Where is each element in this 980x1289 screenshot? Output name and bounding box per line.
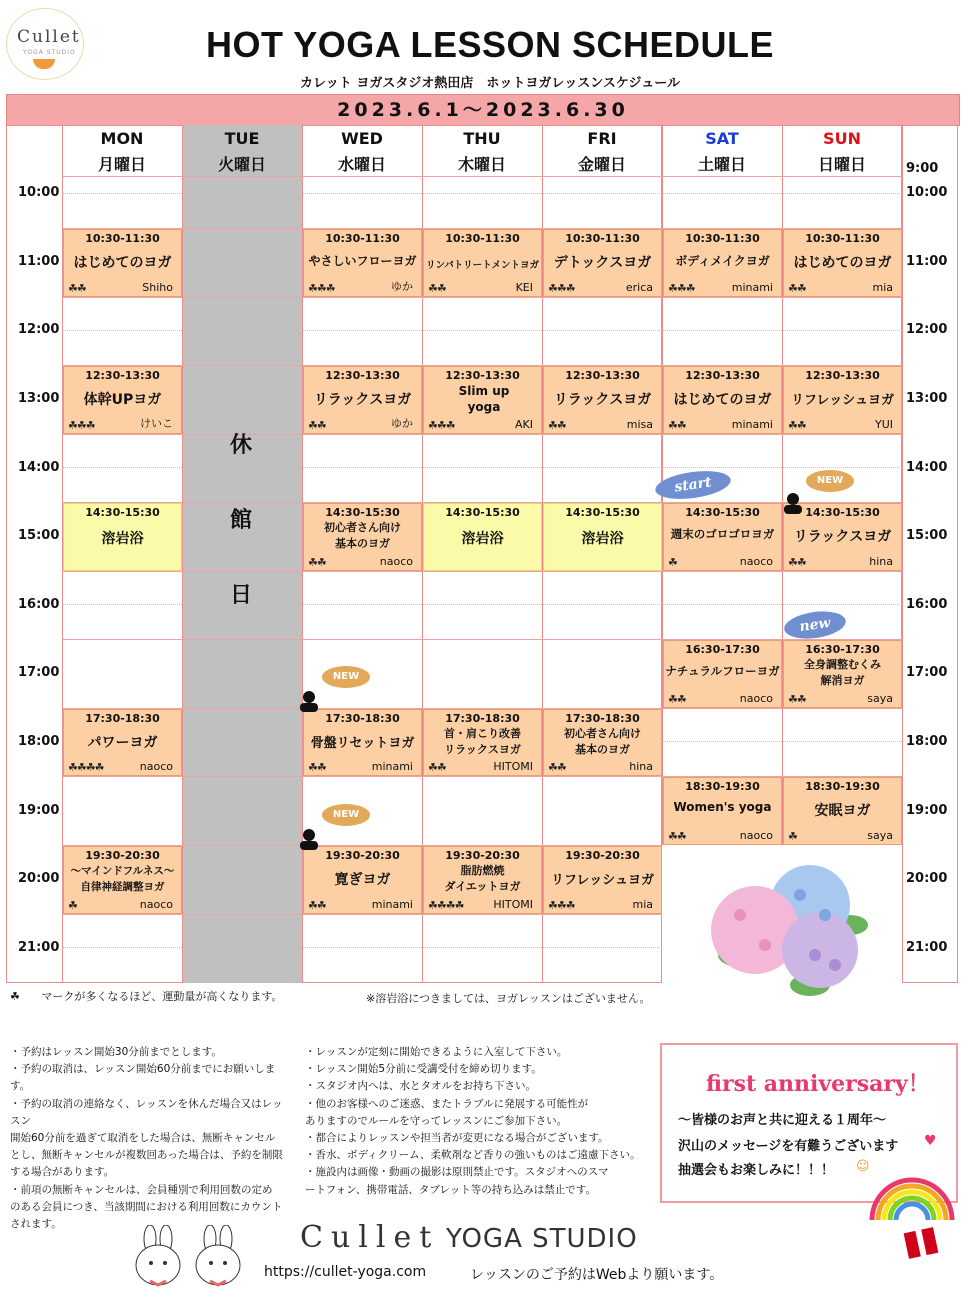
rainbow-gift-icon: [866, 1160, 962, 1264]
note-line: する場合があります。: [10, 1166, 115, 1179]
time-label: 18:00: [906, 734, 948, 749]
lesson-name-line: 全身調整むくみ: [804, 658, 881, 671]
lesson-name: 骨盤リセットヨガ: [310, 736, 415, 751]
lotus-icon: ☘☘: [428, 282, 446, 295]
note-line: 開始60分前を過ぎて取消をした場合は、無断キャンセル: [10, 1132, 276, 1145]
lesson-instructor: naoco: [139, 760, 173, 773]
lesson-time: 17:30-18:30: [325, 712, 400, 725]
lotus-icon: ☘: [10, 990, 20, 1003]
lesson-name: パワーヨガ: [87, 735, 158, 751]
lesson-time: 19:30-20:30: [325, 849, 400, 862]
time-label: 18:00: [18, 734, 60, 749]
time-label: 17:00: [18, 665, 60, 680]
time-label: 21:00: [18, 940, 60, 955]
studio-rules: [305, 1044, 655, 1199]
lesson-instructor: mia: [632, 898, 653, 911]
time-label: 13:00: [906, 391, 948, 406]
reservation-notes: [10, 1044, 290, 1233]
lesson-cell[interactable]: [783, 777, 902, 845]
day-en: WED: [341, 129, 383, 148]
closed-column: [182, 125, 302, 983]
lotus-icon: ☘☘☘☘: [68, 761, 104, 774]
lesson-time: 14:30-15:30: [805, 506, 880, 519]
note-line: ・予約の取消の連絡なく、レッスンを休んだ場合又はレッスン: [10, 1097, 283, 1127]
lesson-name: 体幹UPヨガ: [83, 392, 162, 408]
lesson-time: 14:30-15:30: [445, 506, 520, 519]
lesson-instructor: erica: [625, 281, 653, 294]
lesson-instructor: AKI: [515, 418, 533, 431]
day-header-fri: [542, 126, 662, 178]
lesson-name: リフレッシュヨガ: [550, 873, 655, 888]
website-link[interactable]: https://cullet-yoga.com: [264, 1264, 427, 1280]
rabbit-icon: [130, 1225, 188, 1289]
lotus-icon: ☘☘: [308, 419, 326, 432]
lesson-instructor: KEI: [515, 281, 533, 294]
lotus-icon: ☘☘: [308, 761, 326, 774]
lotus-icon: ☘☘☘: [548, 899, 575, 912]
lesson-name: はじめてのヨガ: [793, 255, 892, 271]
time-label: 11:00: [18, 254, 60, 269]
lesson-name-line: 初心者さん向け: [324, 521, 401, 534]
lotus-icon: ☘☘☘: [668, 282, 695, 295]
lesson-time: 12:30-13:30: [85, 369, 160, 382]
lotus-icon: ☘☘: [668, 693, 686, 706]
hydrangea-illustration: [700, 855, 872, 1005]
lesson-instructor: HITOMI: [493, 898, 533, 911]
grid-line: [62, 297, 902, 298]
lesson-name: 溶岩浴: [581, 531, 624, 547]
lesson-cell[interactable]: [543, 846, 662, 914]
instructor-new-icon: [782, 492, 804, 514]
lesson-instructor: ゆか: [391, 417, 413, 430]
lesson-instructor: hina: [629, 760, 653, 773]
note-line: ・レッスン開始5分前に受講受付を締め切ります。: [305, 1063, 542, 1076]
note-line: ・都合によりレッスンや担当者が変更になる場合がございます。: [305, 1132, 609, 1145]
page-subtitle: カレット ヨガスタジオ熱田店 ホットヨガレッスンスケジュール: [299, 76, 681, 91]
lotus-icon: ☘☘: [308, 556, 326, 569]
lesson-instructor: naoco: [739, 555, 773, 568]
lesson-time: 10:30-11:30: [565, 232, 640, 245]
note-line: ・施設内は画像・動画の撮影は原則禁止です。スタジオへのスマ: [305, 1166, 609, 1179]
lotus-icon: ☘☘☘: [308, 282, 335, 295]
lesson-cell[interactable]: [663, 229, 782, 297]
lesson-cell[interactable]: [543, 709, 662, 776]
lesson-name-line: ～マインドフルネス～: [70, 865, 175, 877]
closed-label: 館: [230, 508, 253, 533]
closed-label: 日: [230, 583, 253, 608]
lotus-icon: ☘☘☘☘: [428, 899, 464, 912]
lesson-time: 12:30-13:30: [325, 369, 400, 382]
lesson-cell[interactable]: [423, 366, 542, 434]
lesson-cell[interactable]: [663, 777, 782, 845]
lesson-name-line: 基本のヨガ: [335, 537, 390, 550]
intensity-legend: [10, 988, 283, 1004]
day-en: FRI: [587, 129, 617, 148]
lotus-icon: ☘: [668, 556, 677, 569]
lesson-cell[interactable]: [783, 366, 902, 434]
lesson-instructor: minami: [731, 281, 773, 294]
lesson-cell[interactable]: [543, 366, 662, 434]
lesson-name: [64, 863, 181, 895]
day-jp: 水曜日: [337, 155, 386, 174]
date-range: 2023.6.1～2023.6.30: [6, 94, 960, 126]
time-label: 14:00: [906, 460, 948, 475]
lotus-icon: ☘☘: [548, 419, 566, 432]
lesson-cell[interactable]: [303, 229, 422, 297]
lesson-name-line: ダイエットヨガ: [444, 880, 521, 893]
grid-line: [62, 571, 902, 572]
lotus-icon: ☘: [788, 830, 797, 843]
day-header-thu: [422, 126, 542, 178]
lotus-icon: ☘☘: [788, 556, 806, 569]
lesson-name: 溶岩浴: [461, 531, 504, 547]
day-en: SAT: [705, 129, 739, 148]
brand-wordmark: Cullet: [300, 1220, 440, 1255]
day-header-sun: [782, 126, 902, 178]
lesson-time: 14:30-15:30: [85, 506, 160, 519]
note-line: ・香水、ボディクリーム、柔軟剤など香りの強いものはご遠慮下さい。: [305, 1149, 641, 1162]
note-line: ・スタジオ内へは、水とタオルをお持ち下さい。: [305, 1080, 536, 1093]
lotus-icon: ☘☘: [788, 282, 806, 295]
lesson-name: [424, 863, 541, 895]
day-header-sat: [662, 126, 782, 178]
lesson-time: 12:30-13:30: [685, 369, 760, 382]
lesson-cell[interactable]: [663, 503, 782, 571]
lesson-name-line: 自律神経調整ヨガ: [80, 881, 165, 893]
time-label: 19:00: [18, 803, 60, 818]
time-label: 14:00: [18, 460, 60, 475]
time-label: 20:00: [906, 871, 948, 886]
lesson-instructor: けいこ: [140, 417, 173, 430]
time-label: 11:00: [906, 254, 948, 269]
note-line: ・レッスンが定刻に開始できるように入室して下さい。: [305, 1046, 568, 1058]
lesson-name-line: 基本のヨガ: [575, 743, 630, 756]
lesson-time: 17:30-18:30: [85, 712, 160, 725]
lesson-cell[interactable]: [303, 503, 422, 571]
lesson-name: [424, 726, 541, 758]
day-header-mon: [62, 126, 182, 178]
note-line: されます。: [10, 1218, 62, 1231]
lesson-instructor: hina: [869, 555, 893, 568]
lesson-name: [304, 520, 421, 552]
grid-line: [62, 914, 662, 915]
time-label: 9:00: [906, 161, 939, 176]
lesson-time: 10:30-11:30: [685, 232, 760, 245]
lesson-cell[interactable]: [543, 503, 662, 571]
lesson-instructor: HITOMI: [493, 760, 533, 773]
lesson-time: 17:30-18:30: [565, 712, 640, 725]
lotus-icon: ☘☘: [788, 419, 806, 432]
lesson-time: 18:30-19:30: [805, 780, 880, 793]
lesson-cell[interactable]: [423, 709, 542, 776]
lesson-time: 16:30-17:30: [805, 643, 880, 656]
lesson-name: [784, 657, 901, 689]
lesson-time: 10:30-11:30: [445, 232, 520, 245]
day-jp: 日曜日: [817, 155, 866, 174]
lotus-icon: ☘☘☘: [428, 419, 455, 432]
note-line: ・予約はレッスン開始30分前までとします。: [10, 1046, 222, 1058]
time-label: 15:00: [18, 528, 60, 543]
reservation-note: レッスンのご予約はWebより願います。: [470, 1267, 724, 1283]
time-label: 21:00: [906, 940, 948, 955]
lesson-instructor: naoco: [739, 692, 773, 705]
lesson-time: 10:30-11:30: [85, 232, 160, 245]
lesson-cell[interactable]: [423, 846, 542, 914]
instructor-new-icon: [298, 828, 320, 850]
day-header-wed: [302, 126, 422, 178]
day-en: THU: [463, 129, 501, 148]
lesson-name-line: 初心者さん向け: [564, 727, 641, 740]
lesson-cell[interactable]: [423, 229, 542, 297]
day-jp: 月曜日: [97, 155, 146, 174]
note-line: ありますのでルールを守ってレッスンにご参加下さい。: [305, 1114, 568, 1127]
lesson-name: リラックスヨガ: [553, 392, 652, 408]
footer-brand: [300, 1220, 680, 1260]
lesson-name: リラックスヨガ: [313, 392, 412, 408]
note-line: ・前項の無断キャンセルは、会員種別で利用回数の定め: [10, 1183, 273, 1196]
grid-line: [62, 947, 662, 948]
grid-line: [62, 467, 902, 468]
page-title: HOT YOGA LESSON SCHEDULE: [205, 24, 775, 65]
day-en: MON: [100, 129, 144, 148]
lotus-icon: ☘☘: [68, 282, 86, 295]
lesson-name: 溶岩浴: [101, 531, 144, 547]
lesson-cell[interactable]: [63, 846, 182, 914]
lotus-icon: ☘: [68, 899, 77, 912]
lotus-icon: ☘☘: [668, 830, 686, 843]
lotus-icon: ☘☘: [428, 761, 446, 774]
grid-line: [62, 434, 902, 435]
lesson-instructor: ゆか: [391, 280, 413, 293]
lesson-instructor: naoco: [739, 829, 773, 842]
anniversary-line: ～皆様のお声と共に迎える１周年～: [678, 1113, 887, 1128]
day-jp: 土曜日: [697, 155, 746, 174]
note-line: のある会員につき、当該期間における利用回数にカウント: [10, 1200, 283, 1213]
lesson-instructor: minami: [371, 898, 413, 911]
lesson-time: 14:30-15:30: [325, 506, 400, 519]
time-label: 12:00: [906, 322, 948, 337]
lesson-name-line: 解消ヨガ: [820, 674, 865, 687]
time-label: 15:00: [906, 528, 948, 543]
lesson-cell[interactable]: [543, 229, 662, 297]
lesson-instructor: saya: [867, 692, 893, 705]
lesson-cell[interactable]: [303, 709, 422, 776]
lesson-cell[interactable]: [63, 366, 182, 434]
heart-icon: ♥: [924, 1133, 937, 1149]
grid-line: [902, 125, 903, 983]
anniversary-line: 沢山のメッセージを有難うございます: [678, 1139, 899, 1154]
time-label: 16:00: [18, 597, 60, 612]
instructor-new-icon: [298, 690, 320, 712]
lesson-cell[interactable]: [663, 366, 782, 434]
lesson-instructor: misa: [626, 418, 653, 431]
lesson-name: [544, 726, 661, 758]
new-badge: new: [782, 608, 847, 642]
start-badge: start: [654, 467, 733, 503]
lesson-name: 安眠ヨガ: [814, 803, 871, 819]
lesson-instructor: minami: [731, 418, 773, 431]
lotus-icon: ☘☘☘: [548, 282, 575, 295]
lesson-name: ボディメイクヨガ: [675, 254, 770, 268]
time-label: 17:00: [906, 665, 948, 680]
brand-subtitle: YOGA STUDIO: [446, 1224, 638, 1254]
lotus-icon: ☘☘☘: [68, 419, 95, 432]
lesson-time: 14:30-15:30: [565, 506, 640, 519]
day-header-tue: [182, 126, 302, 178]
grid-line: [62, 604, 902, 605]
lesson-time: 12:30-13:30: [565, 369, 640, 382]
lesson-instructor: mia: [872, 281, 893, 294]
day-jp: 木曜日: [457, 155, 506, 174]
closed-label: 休: [230, 433, 253, 458]
smile-icon: ☺: [856, 1159, 870, 1174]
lesson-name-line: 脂肪燃焼: [460, 864, 505, 877]
time-label: 10:00: [18, 185, 60, 200]
lesson-time: 12:30-13:30: [805, 369, 880, 382]
time-label: 20:00: [18, 871, 60, 886]
lesson-name: デトックスヨガ: [553, 255, 652, 271]
lotus-icon: ☘☘: [668, 419, 686, 432]
new-badge: NEW: [322, 666, 370, 688]
lesson-name: リンパトリートメントヨガ: [425, 260, 540, 271]
lesson-time: 19:30-20:30: [85, 849, 160, 862]
lesson-cell[interactable]: [63, 503, 182, 571]
new-badge: NEW: [322, 804, 370, 826]
new-badge: NEW: [806, 470, 854, 492]
lesson-name: リフレッシュヨガ: [790, 393, 895, 408]
lesson-name: Women's yoga: [673, 800, 772, 814]
lesson-cell[interactable]: [303, 366, 422, 434]
lesson-instructor: naoco: [379, 555, 413, 568]
grid-line: [62, 193, 902, 194]
lesson-instructor: minami: [371, 760, 413, 773]
lesson-cell[interactable]: [663, 640, 782, 708]
lesson-cell[interactable]: [783, 229, 902, 297]
note-line: とし、無断キャンセルが複数回あった場合は、予約を制限: [10, 1149, 283, 1162]
legend-text: マークが多くなるほど、運動量が高くなります。: [41, 990, 283, 1003]
lesson-cell[interactable]: [783, 640, 902, 708]
lesson-time: 14:30-15:30: [685, 506, 760, 519]
rabbit-icon: [190, 1225, 248, 1289]
grid-line: [62, 330, 902, 331]
lesson-cell[interactable]: [303, 846, 422, 914]
lesson-cell[interactable]: [423, 503, 542, 571]
lesson-time: 16:30-17:30: [685, 643, 760, 656]
day-jp: 火曜日: [217, 155, 266, 174]
lesson-instructor: Shiho: [142, 281, 173, 294]
lava-note: ※溶岩浴につきましては、ヨガレッスンはございません。: [366, 992, 651, 1005]
lesson-name: はじめてのヨガ: [673, 392, 772, 408]
lesson-name: リラックスヨガ: [793, 529, 892, 545]
lesson-time: 10:30-11:30: [805, 232, 880, 245]
note-line: ートフォン、携帯電話、タブレット等の持ち込みは禁止です。: [305, 1183, 596, 1196]
anniversary-line: 抽選会もお楽しみに！！！: [678, 1163, 835, 1178]
time-label: 12:00: [18, 322, 60, 337]
time-label: 10:00: [906, 185, 948, 200]
note-line: ・予約の取消は、レッスン開始60分前までにお願いします。: [10, 1063, 276, 1093]
lesson-name: 週末のゴロゴロヨガ: [670, 527, 775, 541]
time-label: 13:00: [18, 391, 60, 406]
anniversary-title: first anniversary！: [706, 1071, 930, 1097]
lesson-instructor: naoco: [139, 898, 173, 911]
lesson-name: はじめてのヨガ: [73, 255, 172, 271]
note-line: ・他のお客様へのご迷惑、またトラブルに発展する可能性が: [305, 1097, 589, 1110]
lesson-cell[interactable]: [63, 229, 182, 297]
lotus-icon: ☘☘: [308, 899, 326, 912]
lesson-time: 19:30-20:30: [565, 849, 640, 862]
lesson-instructor: saya: [867, 829, 893, 842]
lesson-time: 18:30-19:30: [685, 780, 760, 793]
lesson-time: 19:30-20:30: [445, 849, 520, 862]
lesson-time: 17:30-18:30: [445, 712, 520, 725]
lesson-name: Slim up yoga: [458, 384, 510, 414]
lesson-time: 10:30-11:30: [325, 232, 400, 245]
lesson-name-line: 首・肩こり改善: [444, 727, 521, 740]
day-en: SUN: [823, 129, 861, 148]
lesson-cell[interactable]: [63, 709, 182, 776]
lesson-name-line: リラックスヨガ: [444, 743, 521, 756]
lesson-name: 寛ぎヨガ: [334, 872, 391, 888]
logo-wordmark: Cullet: [17, 27, 81, 47]
lesson-name: ナチュラルフローヨガ: [665, 664, 780, 678]
grid-line: [182, 125, 183, 983]
lesson-instructor: YUI: [874, 418, 893, 431]
lotus-icon: ☘☘: [548, 761, 566, 774]
day-en: TUE: [224, 129, 260, 148]
lotus-icon: ☘☘: [788, 693, 806, 706]
time-label: 16:00: [906, 597, 948, 612]
logo-subtext: YOGA STUDIO: [23, 49, 76, 56]
lesson-time: 12:30-13:30: [445, 369, 520, 382]
time-label: 19:00: [906, 803, 948, 818]
lesson-name: やさしいフローヨガ: [308, 254, 417, 268]
day-jp: 金曜日: [577, 155, 626, 174]
